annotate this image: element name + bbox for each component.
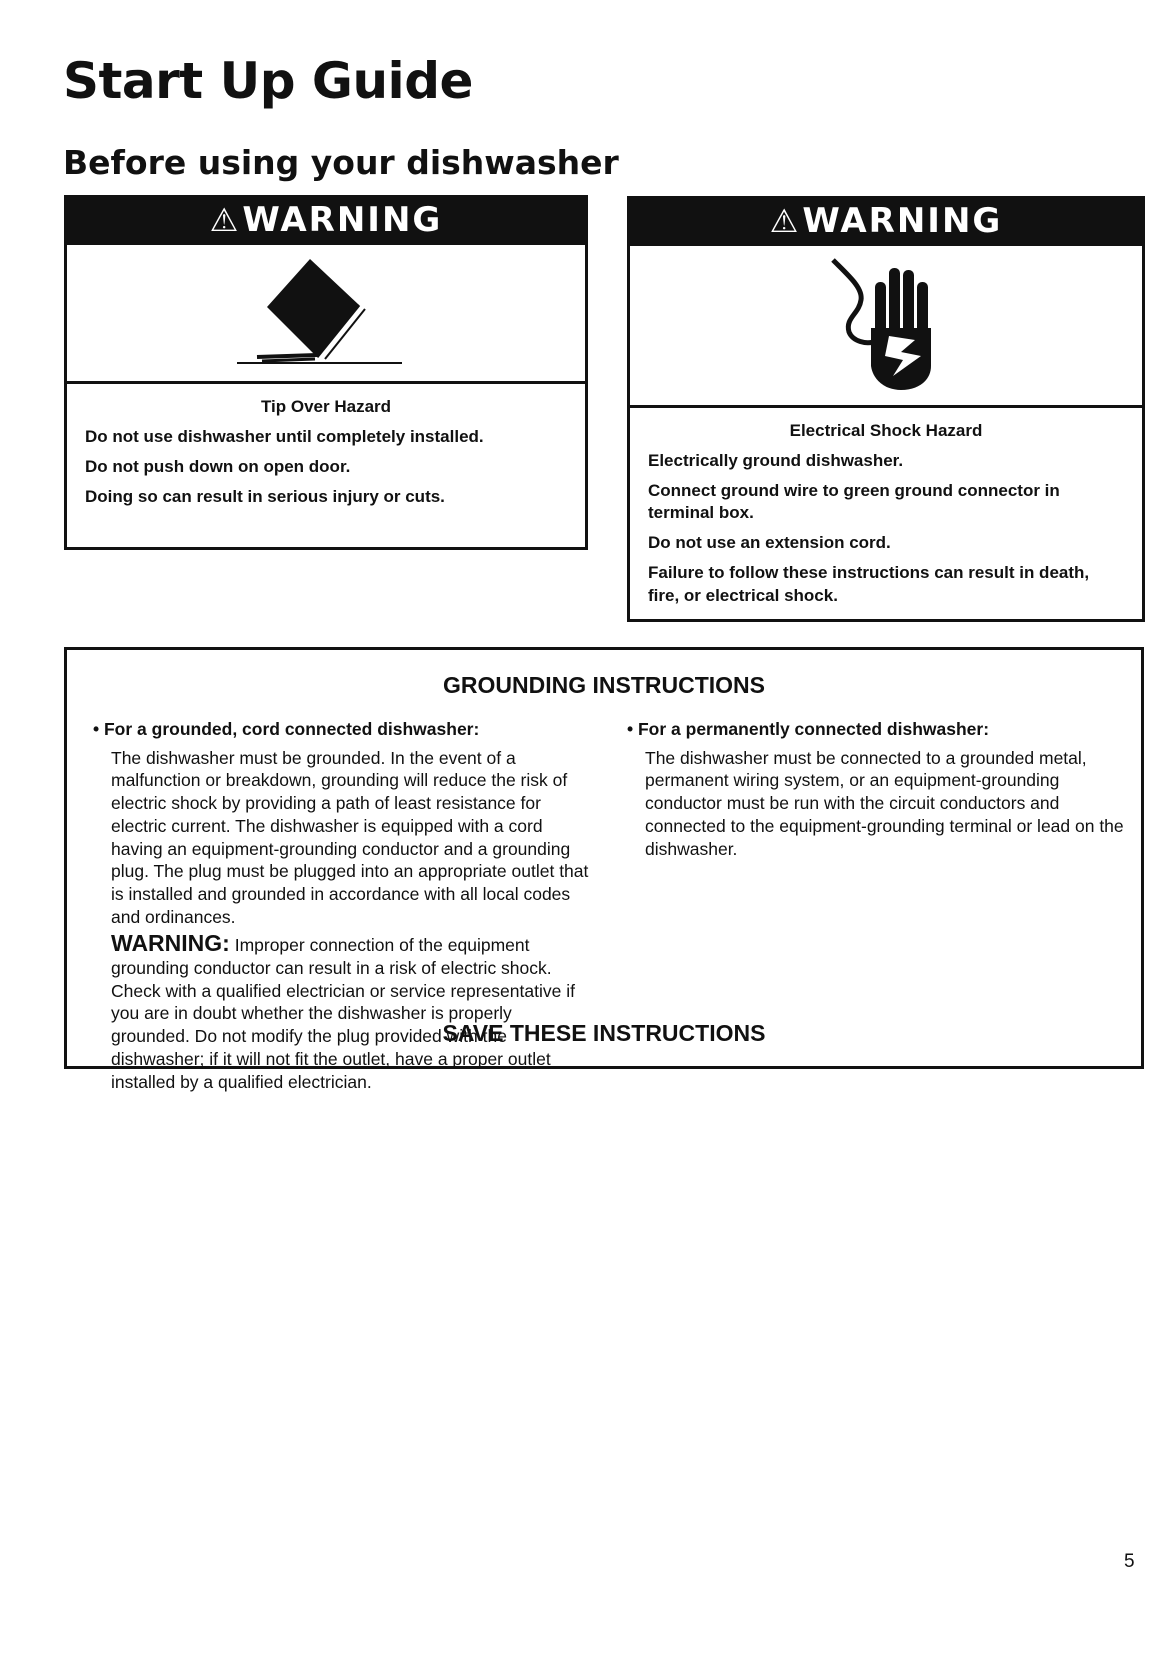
section-heading: Before using your dishwasher <box>63 143 619 182</box>
warning-triangle-icon: ⚠ <box>769 202 801 240</box>
warning-text <box>67 384 585 526</box>
warning-header-label: WARNING <box>242 200 443 240</box>
warning-line: Failure to follow these instructions can result in death, fire, or electrical shock. <box>648 563 1090 605</box>
warning-inline-text: Improper connection of the equipment grounding conductor can result in a risk of electric shock. Check with a qualified electrician or service representative if you are in doubt whether the dishwasher is properly grounded. Do not modify the plug provided with the dishwasher; if it will not fit the outlet, have a proper outlet installed by a qualified electrician. <box>111 935 575 1092</box>
permanent-connection-body: The dishwasher must be connected to a grounded metal, permanent wiring system, or an equipment-grounding conductor must be run with the circuit conductors and connected to the equipment-grounding terminal or lead on the dishwasher. <box>645 747 1124 859</box>
warning-line: Do not use an extension cord. <box>648 533 891 553</box>
warning-box-electrical-shock <box>627 196 1145 622</box>
warning-header-label: WARNING <box>802 201 1003 241</box>
grounding-right-column <box>627 718 1127 860</box>
warning-line: Connect ground wire to green ground connector in terminal box. <box>648 481 1060 523</box>
cord-connected-body: The dishwasher must be grounded. In the event of a malfunction or breakdown, grounding will reduce the risk of electric shock by providing a path of least resistance for electric current. The dishwasher is equipped with a cord having an equipment-grounding conductor and a grounding plug. The plug must be plugged into an appropriate outlet that is installed and grounded in accordance with all local codes and ordinances. <box>111 747 589 927</box>
save-instructions-title: SAVE THESE INSTRUCTIONS <box>442 1020 766 1046</box>
warning-illustration <box>67 245 585 384</box>
hazard-title: Electrical Shock Hazard <box>789 421 983 440</box>
warning-inline-label: WARNING: <box>111 930 230 957</box>
permanent-connection-heading: • For a permanently connected dishwasher: <box>627 719 990 739</box>
hazard-title: Tip Over Hazard <box>260 397 392 416</box>
tip-over-hazard-icon <box>227 245 427 381</box>
page-number: 5 <box>1124 1551 1135 1572</box>
page-title: Start Up Guide <box>63 52 473 110</box>
cord-connected-heading: • For a grounded, cord connected dishwasher: <box>93 719 480 739</box>
grounding-instructions-box <box>64 647 1144 1092</box>
warning-illustration <box>630 246 1142 408</box>
warning-line: Do not use dishwasher until completely installed. <box>85 427 484 447</box>
warning-triangle-icon: ⚠ <box>209 201 241 239</box>
warning-line: Electrically ground dishwasher. <box>648 451 904 471</box>
warning-line: Doing so can result in serious injury or cuts. <box>85 487 445 507</box>
grounding-warning <box>93 932 593 1093</box>
electrical-shock-hand-icon <box>815 248 955 398</box>
warning-line: Do not push down on open door. <box>85 457 351 477</box>
warning-text <box>630 408 1142 625</box>
grounding-title: GROUNDING INSTRUCTIONS <box>443 672 765 698</box>
warning-box-tip-over <box>64 195 588 550</box>
warning-header <box>627 196 1145 246</box>
warning-header <box>64 195 588 245</box>
